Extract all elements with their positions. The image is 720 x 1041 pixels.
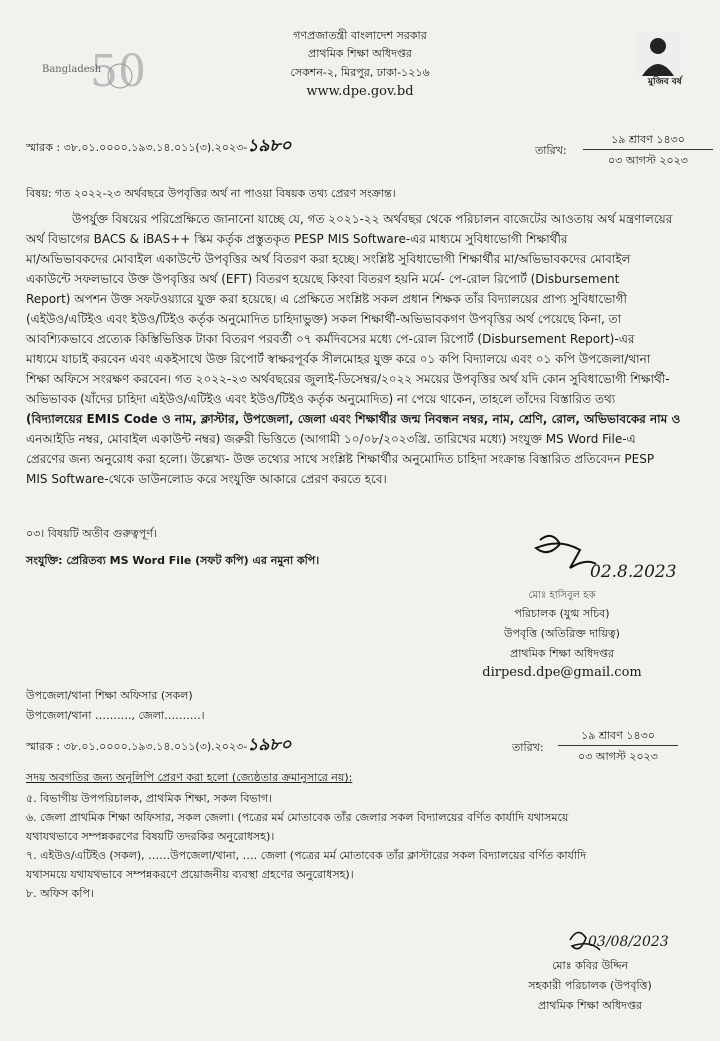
date-label-2: তারিখ: (512, 741, 544, 754)
subject-line: বিষয়: গত ২০২২-২৩ অর্থবছরে উপবৃত্তির অর্থ না পাওয়া বিষয়ক তথ্য প্রেরণ সংক্রান্ত। (26, 187, 396, 200)
memo-number-2: স্মারক : ৩৮.০১.০০০০.১৯৩.১৪.০১১(৩).২০২৩-১৯৮০ (26, 735, 292, 755)
date-english-2: ০৩ আগস্ট ২০২৩ (578, 750, 658, 763)
svg-text:50: 50 (90, 46, 146, 97)
letterhead (200, 28, 520, 99)
body-line: MIS Software-থেকে ডাউনলোড করে সংযুক্তি আকারে প্রেরণ করতে হবে। (26, 472, 387, 486)
point-03: ০৩। বিষয়টি অতীব গুরুত্বপূর্ণ। (26, 527, 157, 540)
copy-item: ৬. জেলা প্রাথমিক শিক্ষা অফিসার, সকল জেলা। (পত্রের মর্ম মোতাবেক তাঁর জেলার সকল বিদ্যালয়ের বর্ণিত কার্যাদি যথাসময়ে (26, 811, 569, 824)
signatory-1-role: উপবৃত্তি (অতিরিক্ত দায়িত্ব) (504, 627, 620, 640)
attachment-note: সংযুক্তি: প্রেরিতব্য MS Word File (সফট কপি) এর নমুনা কপি। (26, 554, 320, 567)
body-line: (এইউও/এটিইও এবং ইউও/টিইও কর্তৃক অনুমোদিত চাহিদাভুক্ত) সকল শিক্ষার্থী-অভিভাবকগণ উপবৃত্তির অর্থ পেয়েছে কিনা, তা (26, 312, 622, 326)
copy-item: ৫. বিভাগীয় উপপরিচালক, প্রাথমিক শিক্ষা, সকল বিভাগ। (26, 792, 273, 805)
memo-handwritten: ১৯৮০ (247, 136, 292, 156)
address: সেকশন-২, মিরপুর, ঢাকা-১২১৬ (290, 66, 430, 79)
recipient-line: উপজেলা/থানা ………., জেলা……….। (26, 709, 205, 722)
body-line: আবশ্যিকভাবে প্রত্যেক কিস্তিভিত্তিক টাকা বিতরণ পরবর্তী ০৭ কর্মদিবসের মধ্যে পে-রোল রিপোর্ট (Disbursement Report)-এর (26, 332, 635, 346)
copy-heading: সদয় অবগতির জন্য অনুলিপি প্রেরণ করা হলো (জ্যেষ্ঠতার ক্রমানুসারে নয়): (26, 771, 353, 784)
signatory-1-title: পরিচালক (যুগ্ম সচিব) (514, 607, 610, 620)
signature-2-date: 03/08/2023 (588, 934, 669, 950)
body-line: Report) অপশন উক্ত সফটওয়্যারে যুক্ত করা হয়েছে। এ প্রেক্ষিতে সংশ্লিষ্ট সকল প্রধান শিক্ষক তাঁর বিদ্যালয়ের প্রাপ্য সুবিধাভোগী (26, 292, 627, 306)
gov-name: গণপ্রজাতন্ত্রী বাংলাদেশ সরকার (293, 29, 427, 42)
body-line: একাউন্টে সফলভাবে উক্ত উপবৃত্তির অর্থ (EFT) বিতরণ হয়েছে কিংবা বিতরণ হয়নি মর্মে- পে-রোল রিপোর্ট (Disbursement (26, 272, 620, 286)
signatory-1-email[interactable]: dirpesd.dpe@gmail.com (482, 665, 642, 680)
date-bangla: ১৯ শ্রাবণ ১৪৩০ (611, 133, 685, 146)
signatory-2-title: সহকারী পরিচালক (উপবৃত্তি) (528, 979, 652, 992)
body-line: উপর্যুক্ত বিষয়ের পরিপ্রেক্ষিতে জানানো যাচ্ছে যে, গত ২০২১-২২ অর্থবছর থেকে পরিচালন বাজেটের আওতায় অর্থ মন্ত্রণালয়ের (72, 212, 673, 226)
date-block (583, 132, 713, 168)
mujib-borsho-text: মুজিব বর্ষ (648, 77, 682, 87)
date-bangla-2: ১৯ শ্রাবণ ১৪৩০ (581, 729, 655, 742)
signatory-1 (462, 588, 662, 680)
date-english: ০৩ আগস্ট ২০২৩ (608, 154, 688, 167)
right-logo (628, 28, 688, 90)
body-line: মাধ্যমে যাচাই করবেন এবং একইসাথে উক্ত রিপোর্ট স্বাক্ষরপূর্বক সীলমোহর যুক্ত করে ০১ কপি বিদ্যালয়ে এবং ০১ কপি উপজেলা/থানা (26, 352, 651, 366)
memo-number: স্মারক : ৩৮.০১.০০০০.১৯৩.১৪.০১১(৩).২০২৩-১৯৮০ (26, 136, 292, 156)
signatory-2-dept: প্রাথমিক শিক্ষা অধিদপ্তর (538, 999, 642, 1012)
copy-item: যথাযথভাবে সম্পন্নকরণের বিষয়টি তদরকির অনুরোধসহ)। (26, 830, 275, 843)
signatory-1-name: মোঃ হাসিবুল হক (528, 590, 596, 601)
copy-item: ৭. এইউও/এটিইও (সকল), ……উপজেলা/থানা, …. জেলা (পত্রের মর্ম মোতাবেক তাঁর ক্লাস্টারের সকল বিদ্যালয়ের বর্ণিত কার্যাদি (26, 849, 586, 862)
signature-date: 02.8.2023 (590, 562, 677, 582)
signatory-1-dept: প্রাথমিক শিক্ষা অধিদপ্তর (510, 647, 614, 660)
body-line: (বিদ্যালয়ের EMIS Code ও নাম, ক্লাস্টার, উপজেলা, জেলা এবং শিক্ষার্থীর জন্ম নিবন্ধন নম্বর, নাম, শ্রেণি, রোল, অভিভাবকের নাম ও (26, 412, 681, 426)
recipient (26, 688, 205, 723)
left-logo (40, 38, 146, 97)
body-line: এনআইডি নম্বর, মোবাইল একাউন্ট নম্বর) জরুরী ভিত্তিতে (আগামী ১০/০৮/২০২৩খ্রি. তারিখের মধ্যে) সংযুক্ত MS Word File-এ (26, 432, 636, 446)
body-line: শিক্ষা অফিসে সংরক্ষণ করবেন। গত ২০২২-২৩ অর্থবছরের জুলাই-ডিসেম্বর/২০২২ সময়ের উপবৃত্তির অর্থ যদি কোন সুবিধাভোগী শিক্ষার্থী- (26, 372, 670, 386)
body-paragraph (26, 209, 702, 489)
memo-handwritten-2: ১৯৮০ (247, 735, 292, 755)
body-line: অর্থ বিভাগের BACS & iBAS++ স্কিম কর্তৃক প্রস্তুতকৃত PESP MIS Software-এর মাধ্যমে সুবিধাভোগী শিক্ষার্থীর (26, 232, 568, 246)
copy-item: ৮. অফিস কপি। (26, 887, 94, 900)
copy-item: যথাসময়ে যথাযথভাবে সম্পন্নকরণে প্রয়োজনীয় ব্যবস্থা গ্রহণের অনুরোধসহ)। (26, 868, 354, 881)
copy-list (26, 789, 706, 903)
website-link[interactable]: www.dpe.gov.bd (306, 84, 414, 99)
body-line: অভিভাবক (যাঁদের চাহিদা এইউও/এটিইও এবং ইউও/টিইও কর্তৃক অনুমোদিত) না পেয়ে থাকেন, তাহলে তাঁদের বিস্তারিত তথ্য (26, 392, 616, 406)
signatory-2-name: মোঃ কবির উদ্দিন (551, 959, 629, 972)
body-line: মা/অভিভাবকদের মোবাইল একাউন্টে উপবৃত্তির অর্থ বিতরণ করা হচ্ছে। সংশ্লিষ্ট সুবিধাভোগী শিক্ষার্থীর মা/অভিভাবকদের মোবাইল (26, 252, 631, 266)
date-label: তারিখ: (535, 144, 567, 157)
logo-text: Bangladesh (42, 64, 102, 75)
body-line: প্রেরণের জন্য অনুরোধ করা হলো। উল্লেখ্য- উক্ত তথ্যের সাথে সংশ্লিষ্ট শিক্ষার্থীর অনুমোদিত চাহিদা সংক্রান্ত বিস্তারিত প্রতিবেদন PESP (26, 452, 655, 466)
recipient-line: উপজেলা/থানা শিক্ষা অফিসার (সকল) (26, 689, 193, 702)
signatory-2 (500, 958, 680, 1013)
dept-name: প্রাথমিক শিক্ষা অধিদপ্তর (308, 47, 412, 60)
date-block-2 (558, 728, 678, 764)
